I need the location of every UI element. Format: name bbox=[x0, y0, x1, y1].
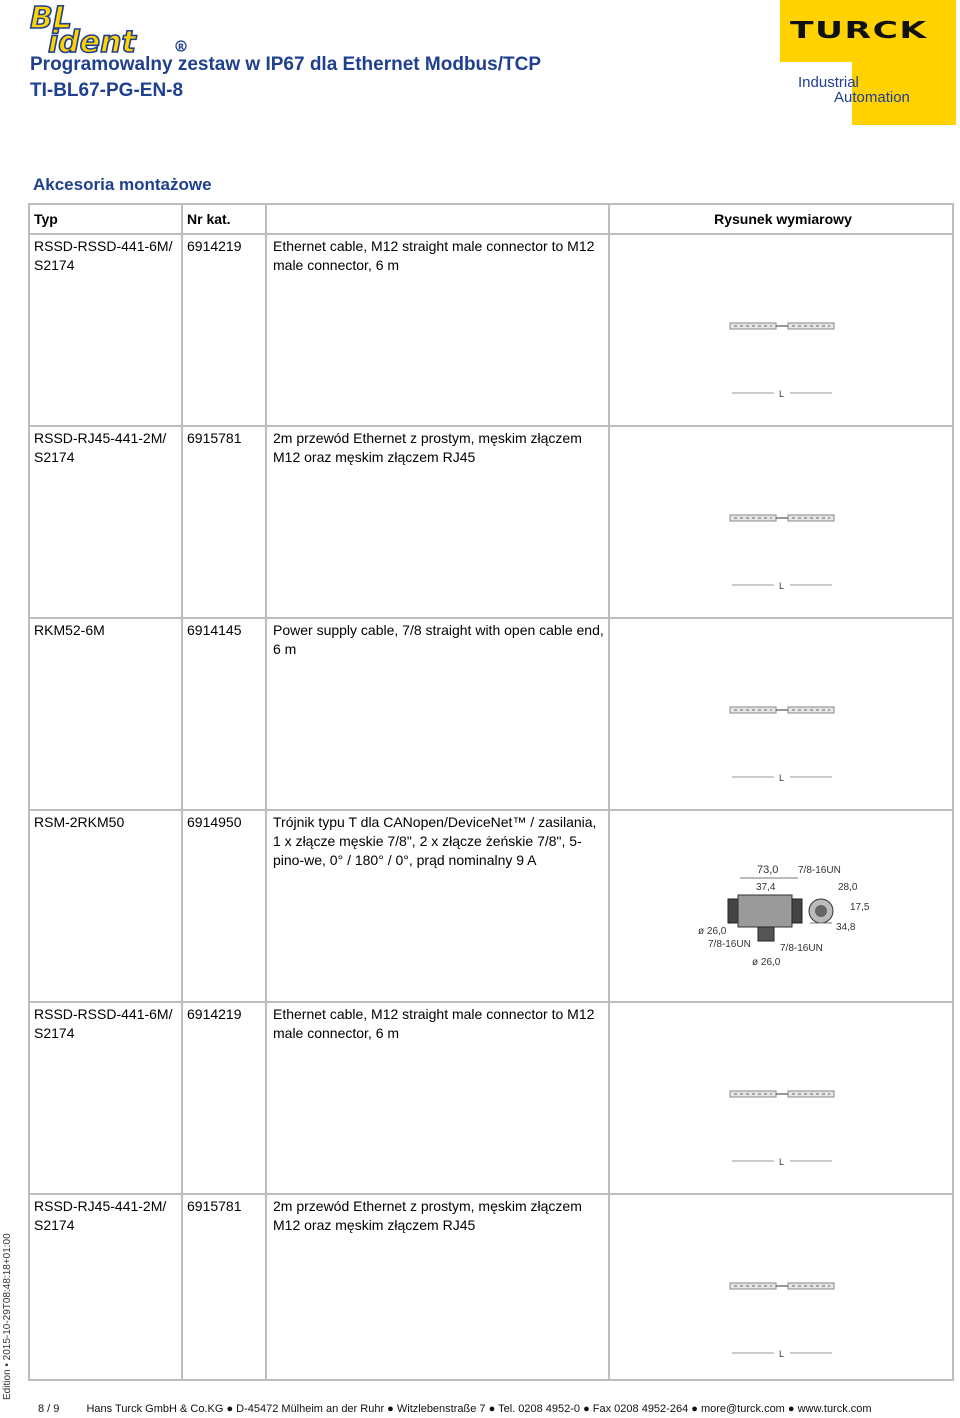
cell-catalog-number: 6914145 bbox=[182, 618, 266, 810]
table-row bbox=[29, 1002, 953, 1194]
length-label: L bbox=[779, 1349, 785, 1359]
svg-text:R: R bbox=[178, 42, 185, 52]
table-row bbox=[29, 1194, 953, 1380]
cell-type: RSSD-RSSD-441-6M/ S2174 bbox=[29, 1002, 182, 1194]
cell-description: 2m przewód Ethernet z prostym, męskim złączem M12 oraz męskim złączem RJ45 bbox=[266, 1194, 609, 1380]
page-number: 8 / 9 bbox=[38, 1403, 60, 1415]
cable-drawing bbox=[610, 619, 954, 807]
length-label: L bbox=[779, 581, 785, 591]
table-body bbox=[29, 234, 953, 1380]
table-row bbox=[29, 234, 953, 426]
length-label: L bbox=[779, 1157, 785, 1167]
tee-bottom-stem bbox=[758, 927, 774, 941]
table-header-row bbox=[29, 204, 953, 234]
page-footer bbox=[38, 1403, 872, 1415]
cell-catalog-number: 6915781 bbox=[182, 426, 266, 618]
tee-connector-drawing bbox=[610, 811, 954, 999]
document-title: Programowalny zestaw w IP67 dla Ethernet Modbus/TCP bbox=[30, 54, 541, 75]
dimension-37: 37,4 bbox=[756, 882, 776, 893]
brand-line-automation: Automation bbox=[834, 89, 910, 106]
cable-drawing bbox=[610, 427, 954, 615]
dimension-34: 34,8 bbox=[836, 922, 856, 933]
cell-description: 2m przewód Ethernet z prostym, męskim złączem M12 oraz męskim złączem RJ45 bbox=[266, 426, 609, 618]
cell-catalog-number: 6914219 bbox=[182, 234, 266, 426]
dimension-73: 73,0 bbox=[757, 864, 779, 876]
section-title: Akcesoria montażowe bbox=[33, 175, 212, 194]
table-row bbox=[29, 618, 953, 810]
cable-drawing bbox=[610, 235, 954, 423]
cell-catalog-number: 6914219 bbox=[182, 1002, 266, 1194]
cell-type: RSSD-RSSD-441-6M/ S2174 bbox=[29, 234, 182, 426]
footer-contact: Hans Turck GmbH & Co.KG ● D-45472 Mülheim an der Ruhr ● Witzlebenstraße 7 ● Tel. 0208 4952-0 ● Fax 0208 4952-264 ● more@turck.com ● www.turck.com bbox=[86, 1403, 872, 1415]
cell-type: RKM52-6M bbox=[29, 618, 182, 810]
cell-type: RSSD-RJ45-441-2M/ S2174 bbox=[29, 426, 182, 618]
table-row bbox=[29, 426, 953, 618]
header-dimension-drawing: Rysunek wymiarowy bbox=[609, 204, 953, 234]
length-label: L bbox=[779, 773, 785, 783]
length-label: L bbox=[779, 389, 785, 399]
cell-dimension-drawing bbox=[609, 618, 953, 810]
dimension-dia-bottom: ø 26,0 bbox=[752, 957, 781, 968]
svg-text:ident: ident bbox=[48, 25, 136, 56]
dimension-thread-top: 7/8-16UN bbox=[798, 865, 841, 876]
dimension-thread-bottom: 7/8-16UN bbox=[780, 943, 823, 954]
tee-body bbox=[738, 895, 792, 927]
dimension-17: 17,5 bbox=[850, 902, 870, 913]
header-nr-kat: Nr kat. bbox=[182, 204, 266, 234]
dimension-28: 28,0 bbox=[838, 882, 858, 893]
dimension-dia-left: ø 26,0 bbox=[698, 926, 727, 937]
accessories-table bbox=[28, 203, 954, 1381]
bl-ident-logo bbox=[28, 2, 188, 56]
cell-dimension-drawing bbox=[609, 426, 953, 618]
brand-line-industrial: Industrial bbox=[798, 74, 859, 91]
cell-description: Ethernet cable, M12 straight male connector to M12 male connector, 6 m bbox=[266, 1002, 609, 1194]
cell-dimension-drawing bbox=[609, 1002, 953, 1194]
tee-left-nut bbox=[728, 899, 738, 923]
document-subtitle: TI-BL67-PG-EN-8 bbox=[30, 80, 184, 101]
cell-catalog-number: 6915781 bbox=[182, 1194, 266, 1380]
tee-right-nut bbox=[792, 899, 802, 923]
cell-type: RSSD-RJ45-441-2M/ S2174 bbox=[29, 1194, 182, 1380]
cell-dimension-drawing bbox=[609, 1194, 953, 1380]
cell-dimension-drawing bbox=[609, 810, 953, 1002]
turck-logo bbox=[780, 0, 956, 125]
cell-dimension-drawing bbox=[609, 234, 953, 426]
cable-drawing bbox=[610, 1003, 954, 1191]
header-description bbox=[266, 204, 609, 234]
cell-description: Ethernet cable, M12 straight male connector to M12 male connector, 6 m bbox=[266, 234, 609, 426]
turck-wordmark: TURCK bbox=[790, 18, 928, 44]
table-row bbox=[29, 810, 953, 1002]
cell-description: Power supply cable, 7/8 straight with open cable end, 6 m bbox=[266, 618, 609, 810]
svg-text:BL: BL bbox=[30, 2, 72, 36]
cell-catalog-number: 6914950 bbox=[182, 810, 266, 1002]
dimension-thread-left: 7/8-16UN bbox=[708, 939, 751, 950]
cell-description: Trójnik typu T dla CANopen/DeviceNet™ / zasilania, 1 x złącze męskie 7/8", 2 x złącze żeńskie 7/8", 5-pino-we, 0° / 180° / 0°, prąd nominalny 9 A bbox=[266, 810, 609, 1002]
cell-type: RSM-2RKM50 bbox=[29, 810, 182, 1002]
edition-stamp: Edition • 2015-10-29T08:48:18+01:00 bbox=[2, 1233, 13, 1400]
header-typ: Typ bbox=[29, 204, 182, 234]
cable-drawing bbox=[610, 1195, 954, 1383]
